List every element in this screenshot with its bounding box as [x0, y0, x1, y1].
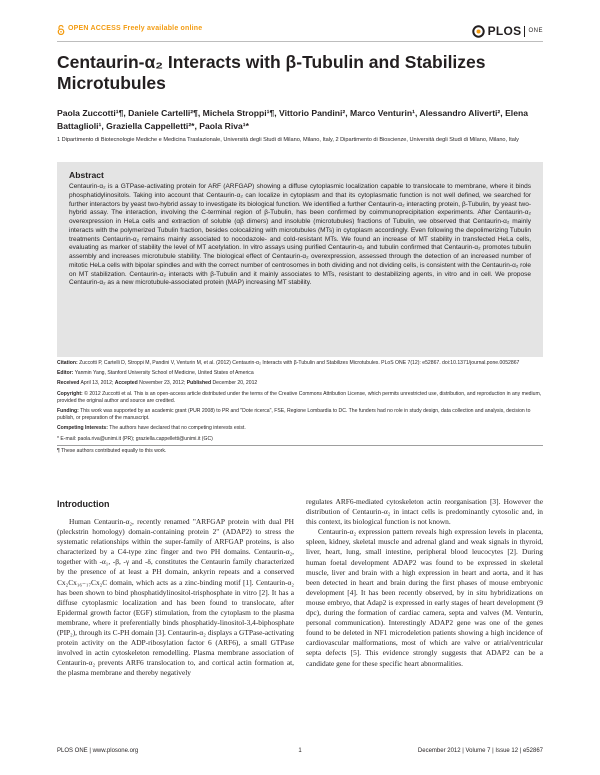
abstract-body: Centaurin-α₂ is a GTPase-activating protein for ARF (ARFGAP) showing a diffuse cytoplasmic localization capable to translocate to membrane, where it binds phosphatidylinositols. Taking into account that Centaurin-α₂ can localize in cytoplasm and that its cytoplasmatic function is not well defined, we searched for further interactors by yeast two-hybrid assay to investigate its biological function. We identified a further Centaurin-α₂ interacting protein, β-Tubulin, by yeast two-hybrid assay. The interaction, involving the C-terminal region of β-Tubulin, has been confirmed by coimmunoprecipitation experiments. After Centaurin-α₂ overexpression in HeLa cells and extraction of soluble (αβ dimers) and insoluble (microtubules) fractions of Tubulin, we observed that Centaurin-α₂ mainly interacts with the polymerized Tubulin fraction, besides colocalizing with microtubules (MTs) in cytoplasm accordingly. Even following the depolimerizing Tubulin treatments Centaurin-α₂ remains mainly associated to nocodazole- and cold-resistant MTs. We found an increase of MT stability in transfected HeLa cells, evaluating as marker of stability the level of MT acetylation. In vitro assays using purified Centaurin-α₂ and tubulin confirmed that Centaurin-α₂ promotes tubulin assembly and increases microtubule stability. The biological effect of Centaurin-α₂ overexpression, assessed through the detection of an increased number of mitotic HeLa cells with bipolar spindles and with the correct number of centrosomes in both dividing and not dividing cells, is consistent with the Centaurin-α₂ role on MT stabilization. Centaurin-α₂ interacts with β-Tubulin and it mainly associates to MTs, resistant to destabilizing agents, in vitro and in cell. We propose Centaurin-α₂ as a new microtubule-associated protein (MAP) increasing MT stability.	[69, 183, 531, 287]
author-list: Paola Zuccotti¹¶, Daniele Cartelli²¶, Michela Stroppi¹¶, Vittorio Pandini², Marco Venturin¹, Alessandro Aliverti², Elena Battaglioli¹, Graziella Cappelletti²*, Paola Riva¹*	[57, 108, 529, 131]
abstract-box	[57, 162, 543, 357]
copyright-label: Copyright:	[57, 390, 83, 397]
email-line: * E-mail: paola.riva@unimi.it (PR); graziella.cappelletti@unimi.it (GC)	[57, 435, 213, 442]
plos-journal-name: ONE	[528, 28, 543, 34]
accepted-label: Accepted	[114, 380, 138, 387]
competing-text: The authors have declared that no competing interests exist.	[109, 425, 246, 432]
editor-text: Yanmin Yang, Stanford University School of Medicine, United States of America	[74, 370, 254, 377]
footer-journal-site: PLOS ONE | www.plosone.org	[57, 748, 139, 754]
header-divider	[57, 41, 543, 42]
open-access-access: ACCESS	[90, 25, 121, 32]
received-label: Received	[57, 380, 80, 387]
open-access-freely: Freely available online	[123, 25, 203, 32]
open-access-lock-icon	[57, 25, 65, 35]
plos-logo-icon	[472, 25, 485, 38]
logo-separator	[524, 26, 525, 37]
funding-text: This work was supported by an academic grant (PUR 2008) to PR and "Dote ricerca", FSE, Regione Lombardia to DC. The funders had no role in study design, data collection and analysis, decision to publish, or preparation of the manuscript.	[57, 408, 531, 422]
published-date: December 20, 2012	[212, 380, 258, 387]
funding-label: Funding:	[57, 408, 79, 415]
editor-line	[57, 370, 543, 377]
open-access-open: OPEN	[68, 25, 89, 32]
plos-brand: PLOS	[487, 24, 522, 38]
article-title: Centaurin-α₂ Interacts with β-Tubulin and Stabilizes Microtubules	[57, 52, 486, 93]
intro-paragraph-3: Centaurin-α₂ expression pattern reveals high expression levels in placenta, spleen, kidney, skeletal muscle and adrenal gland and weak signals in thyroid, liver, heart, lung, small intestine, peripheral blood leucocytes [2]. During human foetal development ADAP2 was found to be expressed in skeletal muscle, liver and brain with a high expression in heart and aorta, and it has been detected in heart and brain during the first phases of mouse embryonic development [4]. It has been recently observed, by in situ hybridizations on mouse embryo, that Adap2 is expressed in early stages of heart development (9 dpc), during the formation of cardiac camera, septa and valves (M. Venturin, personal communication). Interestingly ADAP2 gene was one of the genes found to be deleted in NF1 microdeletion patients showing a high incidence of cardiovascular malformations, most of which are valve or atrial/ventricular septa defects [5]. This evidence strongly suggests that ADAP2 can be a candidate gene for these specific heart abnormalities.	[306, 527, 543, 668]
copyright-text: © 2012 Zuccotti et al. This is an open-access article distributed under the terms of the Creative Commons Attribution License, which permits unrestricted use, distribution, and reproduction in any medium, provided the original author and source are credited.	[57, 390, 542, 404]
citation-label: Citation:	[57, 360, 78, 366]
introduction-heading: Introduction	[57, 499, 110, 509]
accepted-date: November 23, 2012;	[139, 380, 186, 387]
citation-text: Zuccotti P, Cartelli D, Stroppi M, Pandini V, Venturin M, et al. (2012) Centaurin-α₂ Interacts with β-Tubulin and Stabilizes Microtubules. PLoS ONE 7(12): e52867. doi:10.1371/journal.pone.0052867	[79, 360, 520, 366]
editor-label: Editor:	[57, 370, 74, 377]
received-date: April 13, 2012;	[80, 380, 114, 387]
equal-contribution-line: ¶ These authors contributed equally to this work.	[57, 447, 167, 454]
dates-line	[57, 380, 543, 387]
body-column-right	[306, 497, 543, 669]
footer-issue-info: December 2012 | Volume 7 | Issue 12 | e52867	[417, 748, 543, 754]
copyright-line	[57, 391, 543, 405]
metadata-divider	[57, 445, 543, 446]
affiliations: 1 Dipartimento di Biotecnologie Mediche e Medicina Traslazionale, Università degli Studi di Milano, Milano, Italy, 2 Dipartimento di Bioscienze, Università degli Studi di Milano, Milano, Italy	[57, 137, 519, 143]
plos-one-logo	[472, 23, 543, 39]
competing-label: Competing Interests:	[57, 425, 108, 432]
body-column-left	[57, 517, 294, 679]
published-label: Published	[186, 380, 212, 387]
footer-page-number: 1	[298, 748, 302, 754]
citation-line	[57, 360, 543, 367]
article-metadata	[57, 360, 543, 455]
funding-line	[57, 408, 543, 422]
open-access-label	[68, 25, 202, 32]
competing-line	[57, 425, 543, 432]
page-header	[57, 23, 543, 39]
abstract-heading: Abstract	[69, 170, 104, 180]
intro-paragraph-1: Human Centaurin-α₂, recently renamed "ARFGAP protein with dual PH (pleckstrin homology) domain-containing protein 2" (ADAP2) to stress the systematic relationships within the super-family of ARFGAP proteins, is also characterized by a C4-type zinc finger and two PH domains. Centaurin-α₂, together with -α₁, -β, -γ and -δ, constitutes the Centaurin family characterized by the presence of at least a PH domain, ankyrin repeats and a conserved Cx₂Cx₁₆₋₁₇Cx₂C domain, which acts as a zinc-binding motif [1]. Centaurin-α₂ has been shown to bind phosphatidylinositol-trisphosphate in vitro [2]. It has a diffuse cytoplasmic localization and has been found to translocate, after Epidermal growth factor (EGF) stimulation, from the cytoplasm to the plasma membrane, where it preferentially binds phosphatidy-linositol-3,4-biphosphate (PIP₂), through its C-PH domain [3]. Centaurin-α₂ displays a GTPase-activating protein activity on the ADP-ribosylation factor 6 (ARF6), a small GTPase involved in actin cytoskeleton remodelling. Plasma membrane association of Centaurin-α₂ prevents ARF6 translocation to, and cortical actin formation at, the plasma membrane and thereby negatively	[57, 517, 294, 678]
intro-paragraph-2: regulates ARF6-mediated cytoskeleton actin reorganisation [3]. However the distribution of Centaurin-α₂ in intact cells is predominantly cytosolic and, in this context, its biological function is not known.	[306, 497, 543, 527]
